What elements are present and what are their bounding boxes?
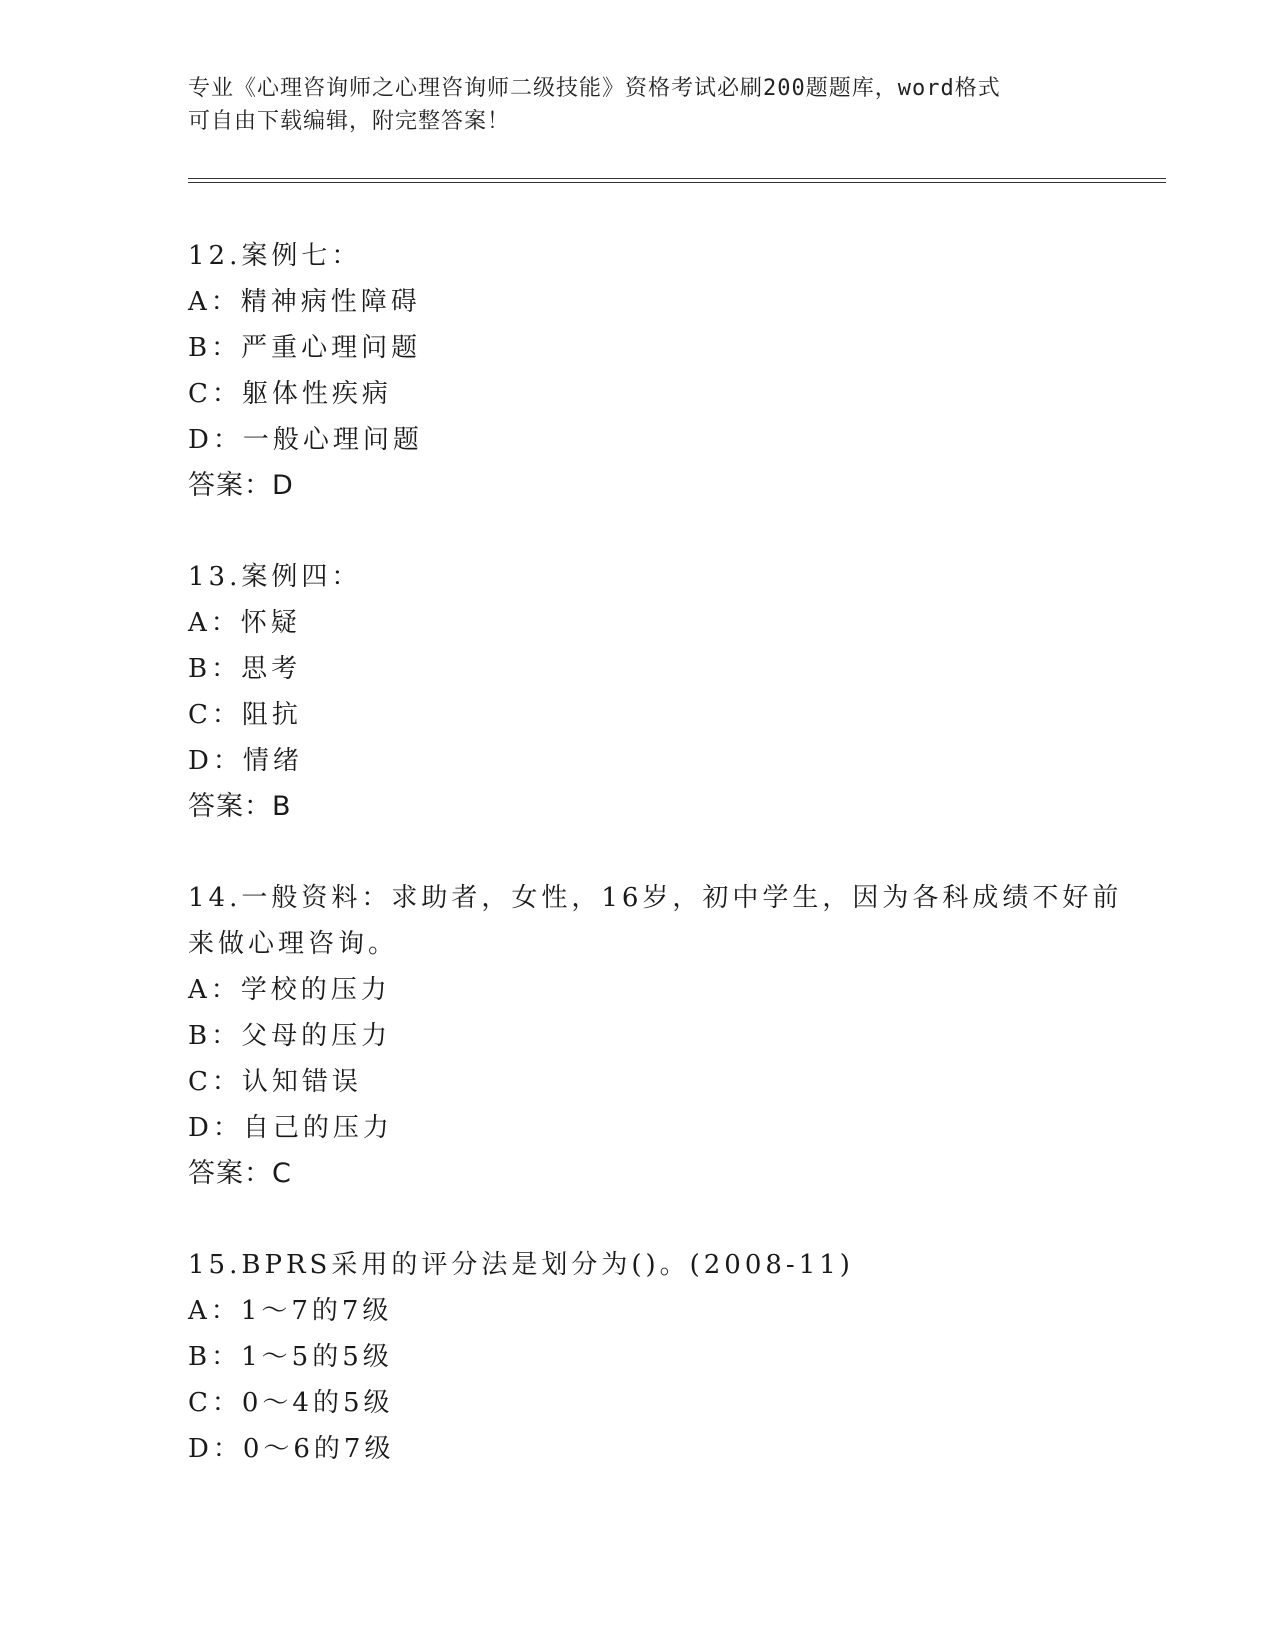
header-divider xyxy=(188,178,1166,183)
question-item xyxy=(188,1242,1168,1472)
answer-line: 答案：D xyxy=(188,470,294,501)
option-b: B：1～5的5级 xyxy=(188,1342,393,1372)
question-item xyxy=(188,233,1168,509)
option-d: D：自己的压力 xyxy=(188,1113,393,1143)
document-header xyxy=(188,72,1088,138)
option-a: A：学校的压力 xyxy=(188,975,391,1005)
option-c: C：躯体性疾病 xyxy=(188,379,392,409)
option-b: B：严重心理问题 xyxy=(188,333,422,363)
header-title-line-2: 可自由下载编辑，附完整答案！ xyxy=(188,109,511,134)
answer-line: 答案：C xyxy=(188,1158,292,1189)
answer-line: 答案：B xyxy=(188,791,292,822)
option-b: B：思考 xyxy=(188,654,302,684)
option-c: C：认知错误 xyxy=(188,1067,362,1097)
option-c: C：阻抗 xyxy=(188,700,302,730)
question-item xyxy=(188,875,1168,1197)
question-list xyxy=(188,233,1168,1517)
option-d: D：情绪 xyxy=(188,746,303,776)
option-b: B：父母的压力 xyxy=(188,1021,392,1051)
option-a: A：怀疑 xyxy=(188,608,301,638)
question-stem: 12.案例七： xyxy=(188,241,362,271)
question-item xyxy=(188,554,1168,830)
question-stem: 15.BPRS采用的评分法是划分为()。(2008-11) xyxy=(188,1250,854,1280)
question-stem: 14.一般资料：求助者，女性，16岁，初中学生，因为各科成绩不好前 xyxy=(188,883,1123,913)
option-d: D：0～6的7级 xyxy=(188,1434,395,1464)
header-title-line-1: 专业《心理咨询师之心理咨询师二级技能》资格考试必刷200题题库，word格式 xyxy=(188,76,1001,101)
option-d: D：一般心理问题 xyxy=(188,425,423,455)
option-c: C：0～4的5级 xyxy=(188,1388,394,1418)
question-stem-continued: 来做心理咨询。 xyxy=(188,929,399,959)
option-a: A：1～7的7级 xyxy=(188,1296,393,1326)
option-a: A：精神病性障碍 xyxy=(188,287,421,317)
question-stem: 13.案例四： xyxy=(188,562,362,592)
